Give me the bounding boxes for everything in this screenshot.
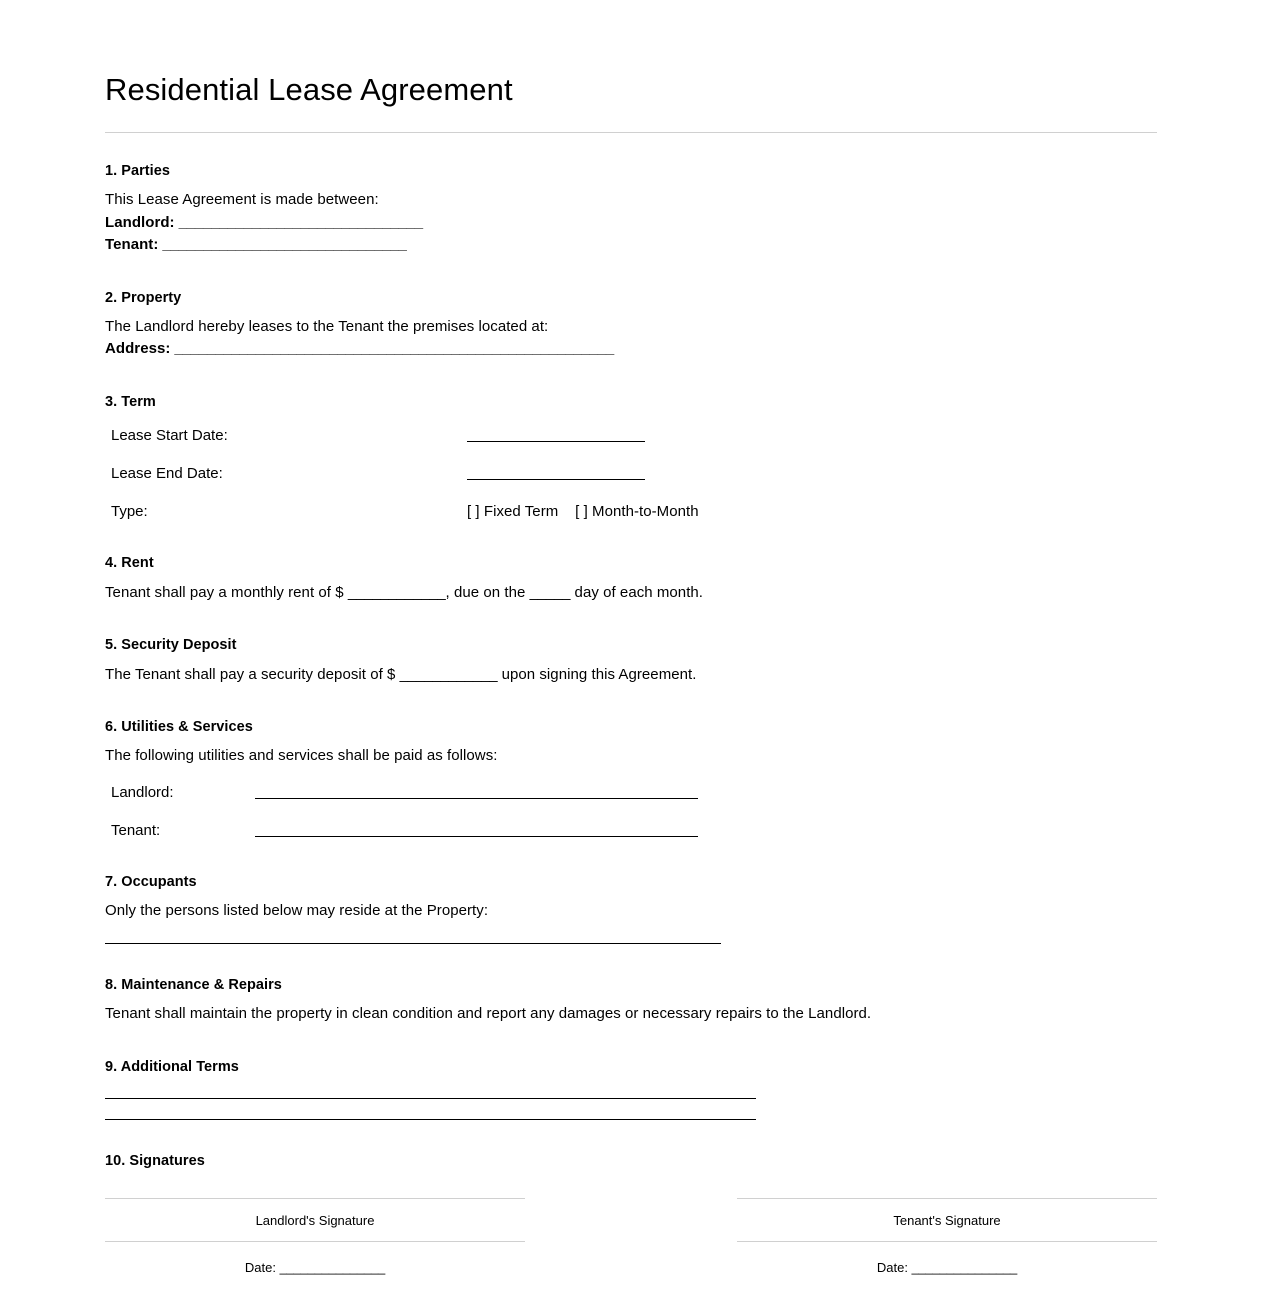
utilities-intro: The following utilities and services shall be paid as follows: — [105, 747, 498, 765]
section-additional-terms — [105, 1059, 1157, 1120]
lease-start-date-value — [467, 425, 645, 446]
section-heading-occupants: 7. Occupants — [105, 873, 197, 890]
address-label: Address: — [105, 340, 171, 358]
section-heading-parties: 1. Parties — [105, 162, 170, 179]
lease-start-date-input[interactable] — [467, 441, 645, 442]
spacer — [105, 133, 1157, 163]
landlord-date-row — [105, 1242, 525, 1276]
rent-due-day-blank[interactable]: _____ — [529, 583, 571, 601]
spacer — [105, 257, 1157, 290]
utilities-landlord-row — [105, 782, 1157, 803]
section-heading-signatures: 10. Signatures — [105, 1153, 205, 1170]
spacer — [105, 944, 1157, 977]
rent-amount-blank[interactable]: ____________ — [347, 583, 446, 601]
spacer — [105, 1026, 1157, 1059]
landlord-field-row — [105, 212, 1157, 235]
lease-type-label: Type: — [111, 503, 148, 521]
spacer — [105, 1120, 1157, 1153]
lease-end-date-label: Lease End Date: — [111, 465, 223, 483]
signature-column-tenant — [737, 1198, 1157, 1276]
section-parties — [105, 163, 1157, 257]
spacer — [105, 604, 1157, 637]
parties-intro: This Lease Agreement is made between: — [105, 191, 379, 209]
spacer — [105, 686, 1157, 719]
utilities-tenant-input[interactable] — [255, 836, 698, 837]
section-signatures — [105, 1153, 1157, 1276]
section-heading-utilities: 6. Utilities & Services — [105, 719, 253, 736]
utilities-tenant-label: Tenant: — [111, 821, 161, 839]
section-heading-maintenance: 8. Maintenance & Repairs — [105, 976, 282, 993]
tenant-date-label: Date: — [876, 1260, 912, 1276]
deposit-statement — [105, 664, 1157, 687]
spacer — [105, 841, 1157, 874]
occupants-intro: Only the persons listed below may reside at the Property: — [105, 902, 489, 920]
utilities-landlord-input[interactable] — [255, 798, 698, 799]
tenant-field-row — [105, 234, 1157, 257]
lease-end-date-input[interactable] — [467, 479, 645, 480]
rent-text-before: Tenant shall pay a monthly rent of $ — [105, 583, 348, 601]
signature-table — [105, 1198, 1157, 1276]
section-property — [105, 290, 1157, 361]
address-field-row — [105, 338, 1157, 361]
utilities-landlord-label: Landlord: — [111, 783, 174, 801]
address-blank[interactable]: ______________________________________________________ — [170, 340, 615, 358]
lease-type-checkboxes[interactable]: [ ] Fixed Term [ ] Month-to-Month — [467, 503, 699, 521]
tenant-label: Tenant: — [105, 236, 159, 254]
lease-type-row — [105, 501, 1157, 522]
tenant-date-row — [737, 1242, 1157, 1276]
section-term — [105, 394, 1157, 522]
landlord-blank[interactable]: ______________________________ — [174, 213, 423, 231]
spacer — [105, 361, 1157, 394]
property-intro: The Landlord hereby leases to the Tenant the premises located at: — [105, 317, 549, 335]
section-heading-property: 2. Property — [105, 289, 182, 306]
rent-statement — [105, 582, 1157, 605]
deposit-text-after: upon signing this Agreement. — [497, 665, 697, 683]
tenant-blank[interactable]: ______________________________ — [158, 236, 407, 254]
section-heading-security-deposit: 5. Security Deposit — [105, 637, 237, 654]
section-rent — [105, 555, 1157, 604]
tenant-date-blank[interactable]: _______________ — [911, 1260, 1018, 1276]
page-title: Residential Lease Agreement — [105, 72, 513, 107]
section-maintenance — [105, 977, 1157, 1026]
landlord-date-blank[interactable]: _______________ — [279, 1260, 386, 1276]
section-heading-additional-terms: 9. Additional Terms — [105, 1058, 239, 1075]
deposit-text-before: The Tenant shall pay a security deposit of $ — [105, 665, 400, 683]
section-occupants — [105, 874, 1157, 944]
landlord-label: Landlord: — [105, 213, 175, 231]
spacer — [105, 522, 1157, 555]
section-heading-term: 3. Term — [105, 393, 156, 410]
signature-column-landlord — [105, 1198, 525, 1276]
deposit-amount-blank[interactable]: ____________ — [399, 665, 498, 683]
maintenance-text: Tenant shall maintain the property in clean condition and report any damages or necessary repairs to the Landlord. — [105, 1005, 872, 1023]
section-security-deposit — [105, 637, 1157, 686]
section-heading-rent: 4. Rent — [105, 555, 154, 572]
lease-start-date-label: Lease Start Date: — [111, 427, 228, 445]
utilities-landlord-value — [255, 785, 698, 803]
additional-terms-line-1[interactable] — [105, 1098, 756, 1099]
lease-start-date-row — [105, 425, 1157, 446]
tenant-signature-label: Tenant's Signature — [737, 1198, 1157, 1243]
landlord-date-label: Date: — [244, 1260, 280, 1276]
rent-text-after: day of each month. — [570, 583, 704, 601]
utilities-tenant-value — [255, 823, 698, 841]
lease-end-date-value — [467, 463, 645, 484]
rent-text-middle: , due on the — [445, 583, 530, 601]
lease-end-date-row — [105, 463, 1157, 484]
section-utilities — [105, 719, 1157, 841]
utilities-tenant-row — [105, 820, 1157, 841]
landlord-signature-label: Landlord's Signature — [105, 1198, 525, 1243]
